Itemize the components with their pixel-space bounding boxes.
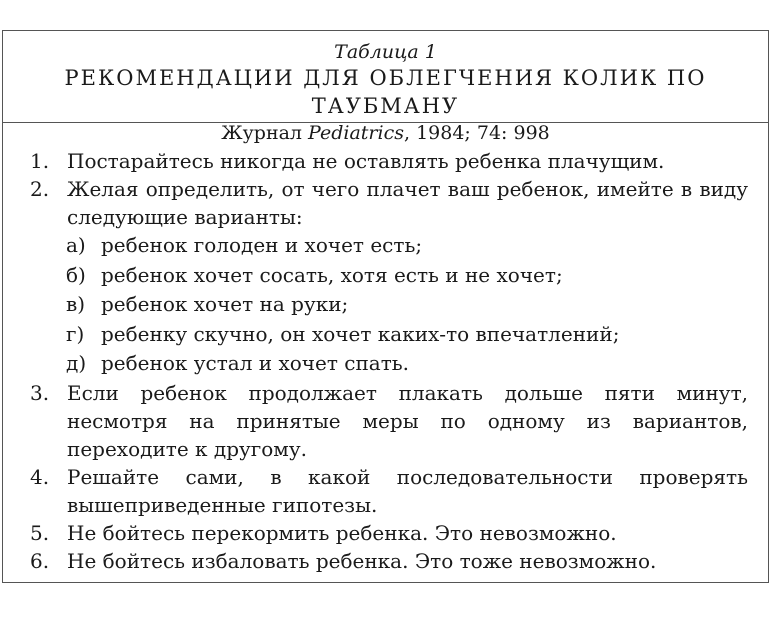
sub-list-item <box>3 320 768 350</box>
sub-item-letter: б) <box>66 262 86 287</box>
item-text: Постарайтесь никогда не оставлять ребенка плачущим. <box>67 149 665 173</box>
source-journal: Pediatrics <box>308 122 404 144</box>
list-item <box>3 379 768 463</box>
item-number: 6. <box>30 548 50 573</box>
list-item <box>3 519 768 547</box>
sub-item-letter: д) <box>66 351 87 375</box>
item-text: Желая определить, от чего плачет ваш ребенок, имейте в виду следующие варианты: <box>67 177 748 229</box>
table-header <box>3 31 768 144</box>
item-number: 1. <box>30 149 50 173</box>
list-item <box>3 547 768 575</box>
source-suffix: , 1984; 74: 998 <box>403 122 550 144</box>
sub-list-item <box>3 231 768 261</box>
sub-item-letter: в) <box>66 292 86 316</box>
item-number: 3. <box>30 380 50 405</box>
sub-list-item <box>3 261 768 291</box>
sub-item-letter: г) <box>66 321 85 346</box>
sub-item-text: ребенку скучно, он хочет каких-то впечатлений; <box>101 321 620 346</box>
recommendations-list <box>3 147 768 575</box>
list-item <box>3 147 768 175</box>
list-item <box>3 175 768 231</box>
sub-list-item <box>3 290 768 320</box>
item-number: 5. <box>30 520 50 545</box>
item-number: 2. <box>30 177 50 201</box>
item-number: 4. <box>30 464 50 489</box>
sub-item-text: ребенок хочет сосать, хотя есть и не хочет; <box>101 262 563 287</box>
sub-item-text: ребенок хочет на руки; <box>101 292 349 316</box>
item-text: Не бойтесь перекормить ребенка. Это невозможно. <box>67 520 617 545</box>
list-item <box>3 463 768 519</box>
table-source <box>3 120 768 146</box>
table-caption: Таблица 1 <box>334 41 437 63</box>
item-text: Решайте сами, в какой последовательности проверять вышеприведенные гипотезы. <box>67 464 748 517</box>
recommendations-table <box>2 30 769 583</box>
item-text: Не бойтесь избаловать ребенка. Это тоже невозможно. <box>67 548 657 573</box>
sub-item-text: ребенок голоден и хочет есть; <box>101 233 423 257</box>
item-text: Если ребенок продолжает плакать дольше пяти минут, несмотря на принятые меры по одному из вариантов, переходите к другому. <box>67 380 748 461</box>
sub-list-item <box>3 349 768 379</box>
sub-item-text: ребенок устал и хочет спать. <box>101 351 410 375</box>
source-prefix: Журнал <box>221 122 309 144</box>
sub-item-letter: а) <box>66 233 86 257</box>
table-title: РЕКОМЕНДАЦИИ ДЛЯ ОБЛЕГЧЕНИЯ КОЛИК ПО ТАУБМАНУ <box>64 66 707 118</box>
